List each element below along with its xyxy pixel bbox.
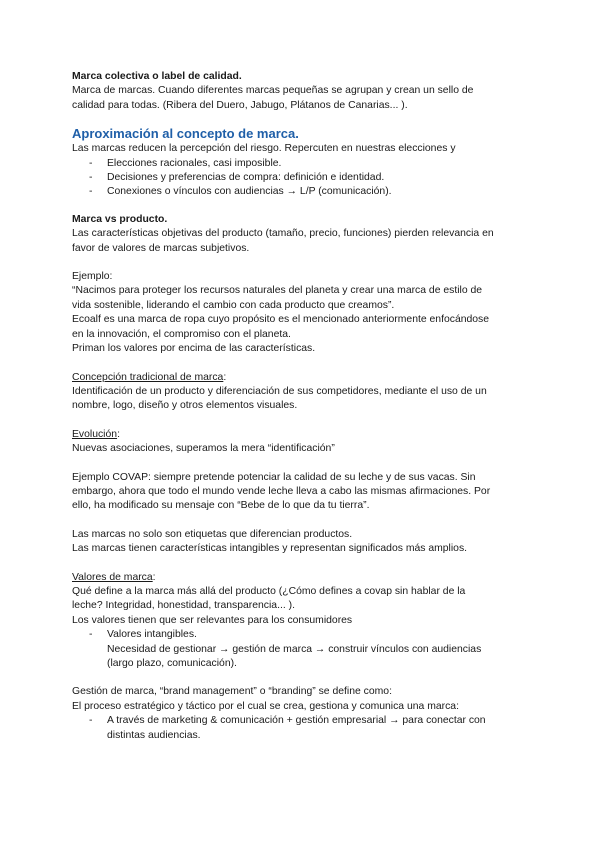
paragraph-line: Las marcas tienen características intangibles y representan significados más amplios. [72, 543, 468, 555]
paragraph-line: nombre, logo, diseño y otros elementos visuales. [72, 400, 298, 412]
heading-text: Concepción tradicional de marca [72, 371, 224, 383]
paragraph-line: leche? Integridad, honestidad, transparencia... ). [72, 600, 295, 612]
heading-colon: : [152, 571, 156, 583]
heading-valores-de-marca [72, 571, 532, 585]
bullet-dash: - [89, 186, 93, 198]
list-item-text: A través de marketing & comunicación + gestión empresarial → para conectar con [107, 715, 486, 727]
bullet-dash: - [89, 157, 93, 169]
heading-text: Evolución [72, 428, 118, 440]
bullet-dash: - [89, 172, 93, 184]
list-item [72, 714, 532, 728]
paragraph-line: Las marcas no solo son etiquetas que diferencian productos. [72, 528, 353, 540]
paragraph-line: Gestión de marca, “brand management” o “branding” se define como: [72, 686, 392, 698]
list-item [72, 171, 532, 185]
paragraph-line: Priman los valores por encima de las características. [72, 343, 316, 355]
list-item [72, 185, 532, 199]
bullet-dash: - [89, 629, 93, 641]
list-item [72, 628, 532, 642]
heading-evolucion [72, 428, 532, 442]
heading-marca-colectiva: Marca colectiva o label de calidad. [72, 71, 242, 82]
list-item-text: distintas audiencias. [107, 729, 201, 741]
heading-text: Valores de marca [72, 571, 153, 583]
heading-marca-vs-producto: Marca vs producto. [72, 213, 168, 225]
list-item-text: (largo plazo, comunicación). [107, 658, 237, 669]
list-item-text: Conexiones o vínculos con audiencias → L/P (comunicación). [107, 186, 392, 198]
list-item-continuation [72, 643, 532, 657]
paragraph-line: “Nacimos para proteger los recursos naturales del planeta y crear una marca de estilo de [72, 285, 483, 297]
paragraph-line: Los valores tienen que ser relevantes para los consumidores [72, 614, 353, 626]
paragraph-line: vida sostenible, liderando el cambio con cada producto que creamos”. [72, 299, 395, 311]
paragraph-line: calidad para todas. (Ribera del Duero, Jabugo, Plátanos de Canarias... ). [72, 99, 408, 111]
heading-colon: : [117, 428, 120, 440]
list-item [72, 157, 532, 171]
paragraph-line: favor de valores de marcas subjetivos. [72, 242, 250, 254]
paragraph-line: Ecoalf es una marca de ropa cuyo propósito es el mencionado anteriormente enfocándose [72, 314, 490, 326]
paragraph-line: Ejemplo COVAP: siempre pretende potenciar la calidad de su leche y de sus vacas. Sin [72, 471, 476, 483]
paragraph-line: Qué define a la marca más allá del producto (¿Cómo defines a covap sin hablar de la [72, 585, 466, 597]
paragraph-line: Las marcas reducen la percepción del riesgo. Repercuten en nuestras elecciones y [72, 143, 456, 155]
list-item-text: Necesidad de gestionar → gestión de marca → construir vínculos con audiencias [107, 643, 482, 655]
list-item-text: Decisiones y preferencias de compra: definición e identidad. [107, 172, 385, 184]
heading-colon: : [223, 371, 227, 383]
list-item-continuation [72, 657, 532, 671]
list-item-text: Elecciones racionales, casi imposible. [107, 157, 282, 169]
list-item-text: Valores intangibles. [107, 629, 197, 641]
document-page [72, 70, 532, 743]
paragraph-line: Las características objetivas del producto (tamaño, precio, funciones) pierden relevancia en [72, 228, 494, 240]
paragraph-line: embargo, ahora que todo el mundo vende leche lleva a cabo las mismas afirmaciones. Por [72, 485, 491, 497]
paragraph-line: Identificación de un producto y diferenciación de sus competidores, mediante el uso de un [72, 385, 487, 397]
paragraph-line: El proceso estratégico y táctico por el cual se crea, gestiona y comunica una marca: [72, 700, 459, 712]
heading-aproximacion: Aproximación al concepto de marca. [72, 126, 299, 142]
paragraph-line: en la innovación, el compromiso con el planeta. [72, 328, 291, 340]
example-label: Ejemplo: [72, 271, 113, 283]
bullet-dash: - [89, 715, 93, 727]
paragraph-line: Nuevas asociaciones, superamos la mera “identificación” [72, 443, 335, 455]
list-item-continuation [72, 729, 532, 743]
paragraph-line: Marca de marcas. Cuando diferentes marcas pequeñas se agrupan y crean un sello de [72, 85, 474, 97]
paragraph-line: ello, ha modificado su mensaje con “Bebe de lo que da tu tierra”. [72, 500, 370, 512]
heading-concepcion-tradicional [72, 371, 532, 385]
